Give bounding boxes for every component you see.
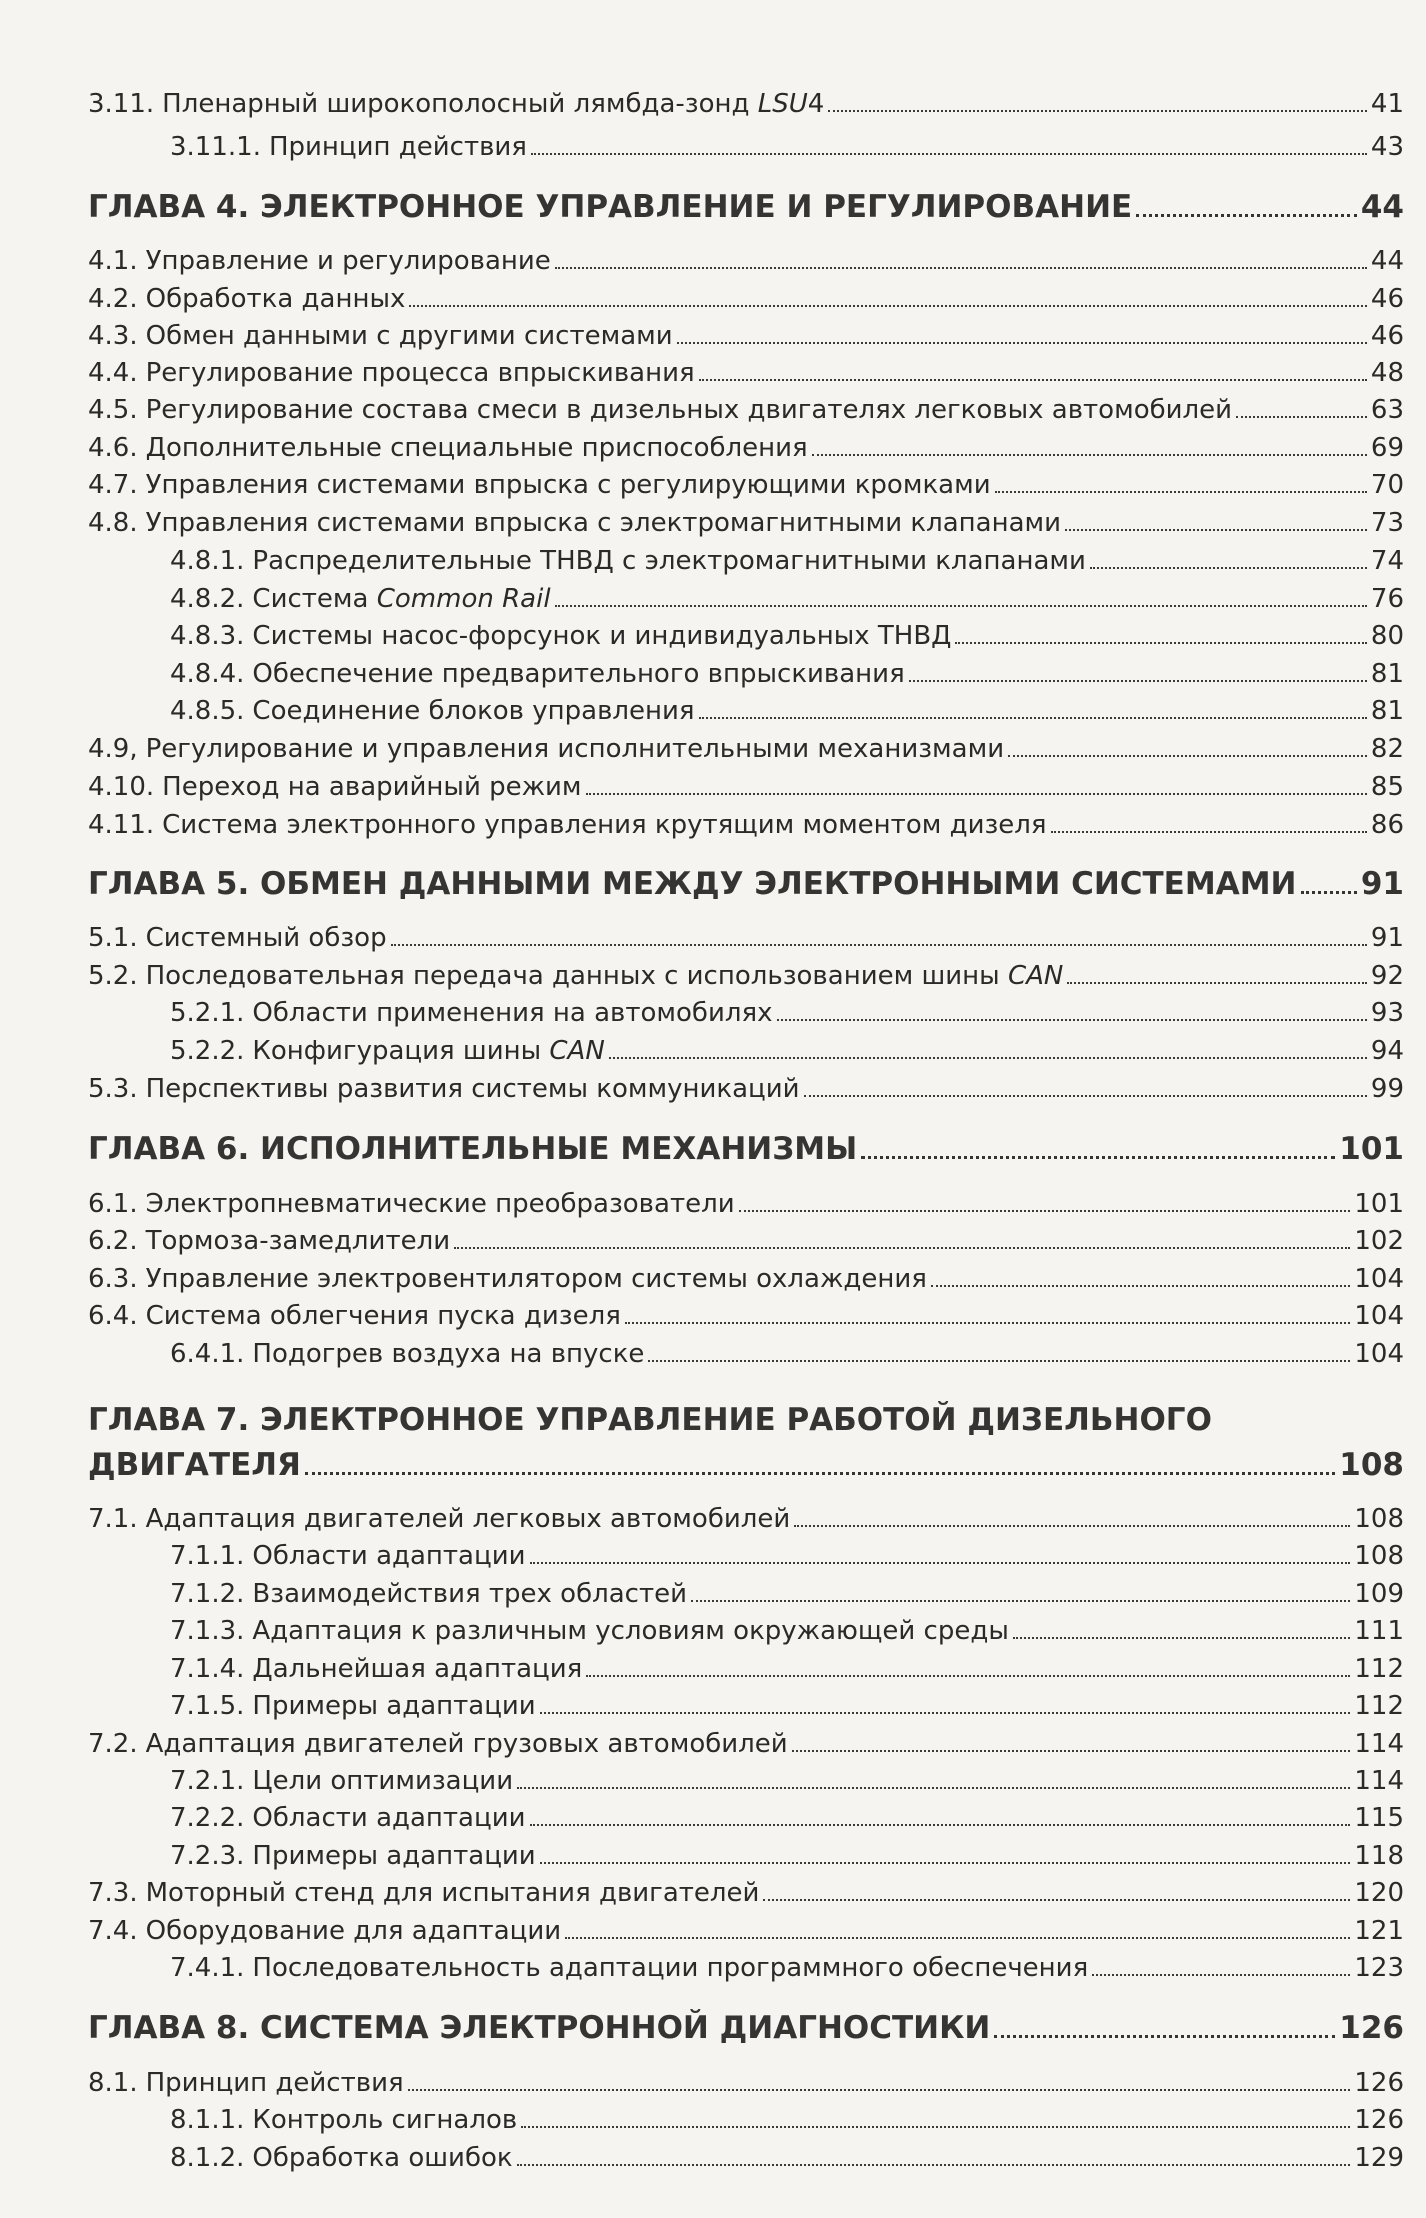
page-number: 93 bbox=[1370, 998, 1404, 1028]
title-suffix: 4 bbox=[807, 89, 825, 119]
chapter-entry[interactable] bbox=[88, 2008, 1404, 2048]
dot-leader bbox=[931, 1285, 1350, 1287]
section-title: Адаптация к различным условиям окружающей среды bbox=[252, 1616, 1009, 1646]
section-number: 7.2.3. bbox=[170, 1841, 245, 1871]
dot-leader bbox=[540, 1862, 1351, 1864]
section-title: Переход на аварийный режим bbox=[162, 772, 582, 802]
page-number: 104 bbox=[1354, 1301, 1404, 1331]
section-title: Адаптация двигателей грузовых автомобилей bbox=[145, 1729, 788, 1759]
toc-entry[interactable] bbox=[170, 619, 1404, 653]
toc-entry[interactable] bbox=[88, 1876, 1404, 1910]
page-number: 108 bbox=[1354, 1541, 1404, 1571]
toc-entry[interactable] bbox=[88, 393, 1404, 427]
page-number: 48 bbox=[1370, 358, 1404, 388]
dot-leader bbox=[530, 1824, 1351, 1826]
section-title: Управление и регулирование bbox=[145, 246, 551, 276]
section-number: 6.2. bbox=[88, 1226, 138, 1256]
section-number: 7.2. bbox=[88, 1729, 138, 1759]
toc-entry[interactable] bbox=[88, 959, 1404, 993]
section-number: 3.11. bbox=[88, 89, 155, 119]
section-number: 4.8.3. bbox=[170, 621, 245, 651]
section-number: 4.3. bbox=[88, 321, 138, 351]
page-number: 70 bbox=[1370, 470, 1404, 500]
dot-leader bbox=[408, 2089, 1351, 2091]
page-number: 91 bbox=[1370, 923, 1404, 953]
page-number: 104 bbox=[1354, 1264, 1404, 1294]
section-title: Примеры адаптации bbox=[252, 1841, 536, 1871]
section-number: 4.8.4. bbox=[170, 659, 245, 689]
section-number: 4.8.2. bbox=[170, 584, 245, 614]
dot-leader bbox=[530, 1562, 1351, 1564]
section-number: 4.10. bbox=[88, 772, 155, 802]
page-number: 108 bbox=[1354, 1504, 1404, 1534]
toc-entry[interactable] bbox=[88, 356, 1404, 390]
section-number: 8.1. bbox=[88, 2068, 138, 2098]
toc-entry[interactable] bbox=[88, 87, 1404, 121]
section-number: 4.11. bbox=[88, 810, 155, 840]
dot-leader bbox=[391, 944, 1367, 946]
toc-entry[interactable] bbox=[88, 732, 1404, 766]
chapter-title: ДВИГАТЕЛЯ bbox=[88, 1447, 301, 1483]
dot-leader bbox=[1090, 567, 1367, 569]
page-number: 44 bbox=[1370, 246, 1404, 276]
section-title: Соединение блоков управления bbox=[252, 696, 695, 726]
section-number: 4.1. bbox=[88, 246, 138, 276]
section-number: 3.11.1. bbox=[170, 132, 261, 162]
section-title: Примеры адаптации bbox=[252, 1691, 536, 1721]
dot-leader bbox=[699, 379, 1367, 381]
dot-leader bbox=[794, 1525, 1350, 1527]
toc-entry[interactable] bbox=[170, 1652, 1404, 1686]
toc-entry[interactable] bbox=[88, 282, 1404, 316]
page-number: 41 bbox=[1370, 89, 1404, 119]
section-title: Моторный стенд для испытания двигателей bbox=[145, 1878, 760, 1908]
page-number: 118 bbox=[1354, 1841, 1404, 1871]
page-number: 102 bbox=[1354, 1226, 1404, 1256]
dot-leader bbox=[812, 454, 1367, 456]
section-title: Обработка данных bbox=[145, 284, 406, 314]
page-number: 112 bbox=[1354, 1691, 1404, 1721]
section-number: 7.4. bbox=[88, 1916, 138, 1946]
toc-entry[interactable] bbox=[88, 2066, 1404, 2100]
toc-entry[interactable] bbox=[88, 770, 1404, 804]
page-number: 108 bbox=[1339, 1447, 1404, 1483]
page-number: 74 bbox=[1370, 546, 1404, 576]
chapter-entry[interactable] bbox=[88, 1445, 1404, 1485]
dot-leader bbox=[305, 1472, 1335, 1475]
toc-entry[interactable] bbox=[88, 506, 1404, 540]
section-number: 7.1.2. bbox=[170, 1579, 245, 1609]
section-title: Обеспечение предварительного впрыскивания bbox=[252, 659, 905, 689]
dot-leader bbox=[517, 1787, 1350, 1789]
section-number: 7.3. bbox=[88, 1878, 138, 1908]
section-number: 4.5. bbox=[88, 395, 138, 425]
section-number: 6.4. bbox=[88, 1301, 138, 1331]
page-number: 73 bbox=[1370, 508, 1404, 538]
section-title: Регулирование и управления исполнительными механизмами bbox=[145, 734, 1005, 764]
page-number: 85 bbox=[1370, 772, 1404, 802]
dot-leader bbox=[777, 1019, 1367, 1021]
section-number: 8.1.1. bbox=[170, 2105, 245, 2135]
section-title: Взаимодействия трех областей bbox=[252, 1579, 687, 1609]
section-number: 4.9, bbox=[88, 734, 138, 764]
section-title: Управления системами впрыска с электромагнитными клапанами bbox=[145, 508, 1062, 538]
section-title: Принцип действия bbox=[145, 2068, 404, 2098]
section-title: Электропневматические преобразователи bbox=[145, 1189, 735, 1219]
dot-leader bbox=[555, 267, 1367, 269]
chapter-title: ГЛАВА 5. ОБМЕН ДАННЫМИ МЕЖДУ ЭЛЕКТРОННЫМИ СИСТЕМАМИ bbox=[88, 866, 1297, 902]
page-number: 112 bbox=[1354, 1654, 1404, 1684]
section-title: Регулирование процесса впрыскивания bbox=[145, 358, 695, 388]
dot-leader bbox=[565, 1937, 1350, 1939]
section-number: 4.6. bbox=[88, 433, 138, 463]
page-number: 99 bbox=[1370, 1074, 1404, 1104]
section-title: Тормоза-замедлители bbox=[145, 1226, 451, 1256]
section-title: Области применения на автомобилях bbox=[252, 998, 773, 1028]
dot-leader bbox=[625, 1322, 1351, 1324]
page-number: 101 bbox=[1339, 1131, 1404, 1167]
section-number: 7.4.1. bbox=[170, 1953, 245, 1983]
section-number: 7.2.2. bbox=[170, 1803, 245, 1833]
toc-entry[interactable] bbox=[170, 1034, 1404, 1068]
section-title: Система bbox=[252, 584, 369, 614]
section-number: 4.8. bbox=[88, 508, 138, 538]
section-number: 5.1. bbox=[88, 923, 138, 953]
toc-entry[interactable] bbox=[170, 657, 1404, 691]
page-number: 126 bbox=[1354, 2105, 1404, 2135]
section-number: 5.3. bbox=[88, 1074, 138, 1104]
section-number: 7.1. bbox=[88, 1504, 138, 1534]
section-number: 8.1.2. bbox=[170, 2143, 245, 2173]
page-number: 114 bbox=[1354, 1766, 1404, 1796]
section-title: Управления системами впрыска с регулирующими кромками bbox=[145, 470, 991, 500]
section-title: Пленарный широкополосный лямбда-зонд bbox=[162, 89, 750, 119]
toc-entry[interactable] bbox=[170, 544, 1404, 578]
page-number: 80 bbox=[1370, 621, 1404, 651]
toc-entry[interactable] bbox=[170, 1839, 1404, 1873]
page-number: 129 bbox=[1354, 2143, 1404, 2173]
section-title: Конфигурация шины bbox=[252, 1036, 542, 1066]
dot-leader bbox=[955, 642, 1366, 644]
page-number: 121 bbox=[1354, 1916, 1404, 1946]
toc-entry[interactable] bbox=[88, 319, 1404, 353]
section-number: 4.2. bbox=[88, 284, 138, 314]
dot-leader bbox=[804, 1095, 1367, 1097]
section-title: Регулирование состава смеси в дизельных двигателях легковых автомобилей bbox=[145, 395, 1233, 425]
toc-entry[interactable] bbox=[88, 468, 1404, 502]
dot-leader bbox=[1008, 755, 1367, 757]
dot-leader bbox=[763, 1899, 1350, 1901]
toc-entry[interactable] bbox=[170, 1764, 1404, 1798]
page-number: 101 bbox=[1354, 1189, 1404, 1219]
dot-leader bbox=[828, 110, 1367, 112]
dot-leader bbox=[648, 1360, 1350, 1362]
toc-entry[interactable] bbox=[88, 1727, 1404, 1761]
toc-entry[interactable] bbox=[170, 2141, 1404, 2175]
section-number: 7.2.1. bbox=[170, 1766, 245, 1796]
toc-entry[interactable] bbox=[88, 1072, 1404, 1106]
dot-leader bbox=[586, 793, 1367, 795]
section-title: Контроль сигналов bbox=[252, 2105, 518, 2135]
toc-entry[interactable] bbox=[88, 921, 1404, 955]
section-number: 4.8.5. bbox=[170, 696, 245, 726]
dot-leader bbox=[994, 2035, 1335, 2038]
dot-leader bbox=[1067, 982, 1367, 984]
section-number: 7.1.5. bbox=[170, 1691, 245, 1721]
dot-leader bbox=[609, 1057, 1367, 1059]
page-number: 115 bbox=[1354, 1803, 1404, 1833]
toc-entry[interactable] bbox=[170, 1951, 1404, 1985]
page-number: 114 bbox=[1354, 1729, 1404, 1759]
page-number: 126 bbox=[1354, 2068, 1404, 2098]
section-title: Подогрев воздуха на впуске bbox=[252, 1339, 645, 1369]
page-number: 91 bbox=[1360, 866, 1404, 902]
page-number: 82 bbox=[1370, 734, 1404, 764]
page-number: 81 bbox=[1370, 696, 1404, 726]
toc-entry[interactable] bbox=[88, 1187, 1404, 1221]
section-title: Оборудование для адаптации bbox=[145, 1916, 562, 1946]
italic-term: Common Rail bbox=[376, 584, 551, 614]
dot-leader bbox=[995, 491, 1367, 493]
page-number: 43 bbox=[1370, 132, 1404, 162]
section-number: 6.4.1. bbox=[170, 1339, 245, 1369]
page-number: 81 bbox=[1370, 659, 1404, 689]
chapter-entry[interactable] bbox=[88, 187, 1404, 227]
section-title: Системы насос-форсунок и индивидуальных ТНВД bbox=[252, 621, 952, 651]
dot-leader bbox=[909, 680, 1367, 682]
page-number: 86 bbox=[1370, 810, 1404, 840]
section-title: Обмен данными с другими системами bbox=[145, 321, 673, 351]
dot-leader bbox=[1092, 1974, 1350, 1976]
chapter-entry[interactable] bbox=[88, 864, 1404, 904]
toc-entry[interactable] bbox=[88, 1262, 1404, 1296]
section-title: Распределительные ТНВД с электромагнитными клапанами bbox=[252, 546, 1086, 576]
page-number: 69 bbox=[1370, 433, 1404, 463]
page-number: 104 bbox=[1354, 1339, 1404, 1369]
section-title: Управление электровентилятором системы охлаждения bbox=[145, 1264, 927, 1294]
toc-entry[interactable] bbox=[170, 996, 1404, 1030]
dot-leader bbox=[531, 153, 1367, 155]
page-number: 63 bbox=[1370, 395, 1404, 425]
toc-entry[interactable] bbox=[88, 1224, 1404, 1258]
toc-entry[interactable] bbox=[170, 582, 1404, 616]
toc-entry[interactable] bbox=[170, 1801, 1404, 1835]
section-number: 5.2. bbox=[88, 961, 138, 991]
dot-leader bbox=[1236, 416, 1367, 418]
dot-leader bbox=[691, 1600, 1350, 1602]
section-title: Система электронного управления крутящим моментом дизеля bbox=[162, 810, 1047, 840]
section-number: 7.1.1. bbox=[170, 1541, 245, 1571]
section-title: Области адаптации bbox=[252, 1803, 526, 1833]
toc-entry[interactable] bbox=[170, 1689, 1404, 1723]
toc-entry[interactable] bbox=[88, 808, 1404, 842]
section-title: Области адаптации bbox=[252, 1541, 526, 1571]
section-number: 4.8.1. bbox=[170, 546, 245, 576]
page-number: 46 bbox=[1370, 284, 1404, 314]
dot-leader bbox=[1013, 1637, 1351, 1639]
page-number: 46 bbox=[1370, 321, 1404, 351]
section-title: Адаптация двигателей легковых автомобилей bbox=[145, 1504, 791, 1534]
dot-leader bbox=[1136, 214, 1357, 217]
section-title: Последовательность адаптации программного обеспечения bbox=[252, 1953, 1089, 1983]
toc-entry[interactable] bbox=[170, 1337, 1404, 1371]
dot-leader bbox=[1301, 891, 1357, 894]
dot-leader bbox=[586, 1675, 1350, 1677]
dot-leader bbox=[555, 605, 1367, 607]
page-number: 92 bbox=[1370, 961, 1404, 991]
section-title: Дополнительные специальные приспособления bbox=[145, 433, 808, 463]
page-number: 76 bbox=[1370, 584, 1404, 614]
dot-leader bbox=[699, 717, 1367, 719]
dot-leader bbox=[517, 2164, 1351, 2166]
toc-entry[interactable] bbox=[170, 1539, 1404, 1573]
page-number: 123 bbox=[1354, 1953, 1404, 1983]
italic-term: CAN bbox=[1007, 961, 1064, 991]
toc-entry[interactable] bbox=[88, 431, 1404, 465]
page-number: 44 bbox=[1360, 189, 1404, 225]
section-title: Цели оптимизации bbox=[252, 1766, 514, 1796]
toc-entry[interactable] bbox=[170, 2103, 1404, 2137]
toc-entry[interactable] bbox=[170, 694, 1404, 728]
section-number: 7.1.4. bbox=[170, 1654, 245, 1684]
toc-entry[interactable] bbox=[88, 1914, 1404, 1948]
section-title: Последовательная передача данных с использованием шины bbox=[145, 961, 1000, 991]
dot-leader bbox=[792, 1750, 1351, 1752]
chapter-entry[interactable] bbox=[88, 1129, 1404, 1169]
page-number: 94 bbox=[1370, 1036, 1404, 1066]
page-number: 109 bbox=[1354, 1579, 1404, 1609]
section-title: Перспективы развития системы коммуникаций bbox=[145, 1074, 800, 1104]
section-title: Принцип действия bbox=[268, 132, 527, 162]
dot-leader bbox=[521, 2126, 1350, 2128]
toc-entry[interactable] bbox=[88, 1299, 1404, 1333]
section-number: 5.2.1. bbox=[170, 998, 245, 1028]
chapter-heading-line: ГЛАВА 7. ЭЛЕКТРОННОЕ УПРАВЛЕНИЕ РАБОТОЙ ДИЗЕЛЬНОГО bbox=[88, 1402, 1212, 1438]
section-title: Дальнейшая адаптация bbox=[252, 1654, 583, 1684]
section-title: Обработка ошибок bbox=[252, 2143, 513, 2173]
dot-leader bbox=[540, 1712, 1351, 1714]
chapter-title: ГЛАВА 6. ИСПОЛНИТЕЛЬНЫЕ МЕХАНИЗМЫ bbox=[88, 1131, 858, 1167]
section-number: 4.4. bbox=[88, 358, 138, 388]
dot-leader bbox=[1065, 529, 1367, 531]
page-number: 126 bbox=[1339, 2010, 1404, 2046]
dot-leader bbox=[1051, 831, 1367, 833]
chapter-title: ГЛАВА 8. СИСТЕМА ЭЛЕКТРОННОЙ ДИАГНОСТИКИ bbox=[88, 2010, 991, 2046]
chapter-title: ГЛАВА 4. ЭЛЕКТРОННОЕ УПРАВЛЕНИЕ И РЕГУЛИРОВАНИЕ bbox=[88, 189, 1133, 225]
toc-entry[interactable] bbox=[170, 130, 1404, 164]
section-title: Системный обзор bbox=[145, 923, 387, 953]
section-number: 5.2.2. bbox=[170, 1036, 245, 1066]
italic-term: CAN bbox=[549, 1036, 605, 1066]
toc-entry[interactable] bbox=[170, 1614, 1404, 1648]
toc-entry[interactable] bbox=[170, 1577, 1404, 1611]
section-number: 6.1. bbox=[88, 1189, 138, 1219]
dot-leader bbox=[861, 1156, 1335, 1159]
page-number: 120 bbox=[1354, 1878, 1404, 1908]
dot-leader bbox=[454, 1247, 1350, 1249]
section-title: Система облегчения пуска дизеля bbox=[145, 1301, 621, 1331]
toc-entry[interactable] bbox=[88, 1502, 1404, 1536]
section-number: 7.1.3. bbox=[170, 1616, 245, 1646]
toc-entry[interactable] bbox=[88, 244, 1404, 278]
dot-leader bbox=[739, 1210, 1351, 1212]
italic-term: LSU bbox=[757, 89, 808, 119]
section-number: 4.7. bbox=[88, 470, 138, 500]
dot-leader bbox=[409, 305, 1367, 307]
page-number: 111 bbox=[1354, 1616, 1404, 1646]
dot-leader bbox=[677, 342, 1367, 344]
section-number: 6.3. bbox=[88, 1264, 138, 1294]
